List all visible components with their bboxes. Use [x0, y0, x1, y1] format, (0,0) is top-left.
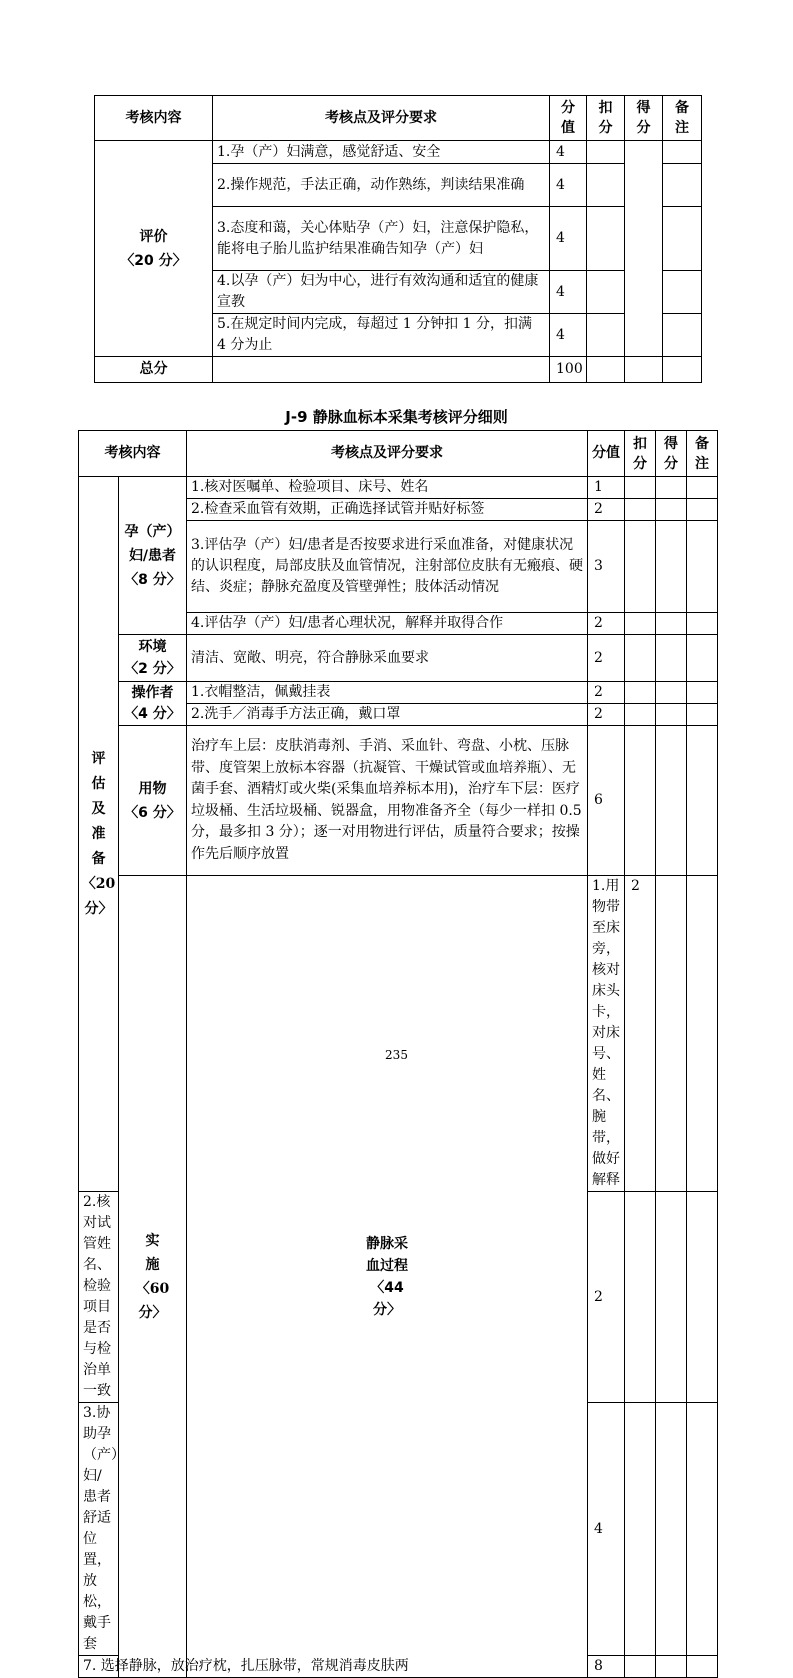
header-deduct: 扣 分: [625, 431, 656, 477]
gain-cell: [656, 613, 687, 635]
criterion-score: 2: [588, 704, 625, 726]
remark-cell: [687, 613, 718, 635]
gain-cell: [656, 499, 687, 521]
criterion-score: 2: [588, 499, 625, 521]
remark-cell: [687, 1656, 718, 1678]
remark-cell: [663, 314, 702, 357]
remark-cell: [687, 499, 718, 521]
header-deduct: 扣 分: [587, 96, 625, 141]
deduct-cell: [587, 271, 625, 314]
total-points: [213, 357, 550, 383]
remark-cell: [687, 521, 718, 613]
criterion-score: 3: [588, 521, 625, 613]
section-assessment-prep: 评 估 及 准 备 〈20 分〉: [79, 477, 119, 1192]
group-blood-sampling: 静脉采 血过程 〈44 分〉: [187, 876, 588, 1678]
deduct-cell: [625, 477, 656, 499]
deduct-cell: [625, 1656, 656, 1678]
header-gain: 得 分: [656, 431, 687, 477]
total-row: [95, 357, 702, 383]
gain-cell: [656, 1403, 687, 1656]
remark-cell: [663, 271, 702, 314]
header-score: 分 值: [550, 96, 587, 141]
table-row: [79, 876, 718, 1192]
deduct-cell: [587, 314, 625, 357]
gain-cell: [625, 141, 663, 357]
deduct-cell: [625, 635, 656, 682]
criterion-text: 7. 选择静脉，放治疗枕，扎压脉带，常规消毒皮肤两: [79, 1656, 119, 1678]
section-implementation: 实 施 〈60 分〉: [119, 876, 187, 1678]
criterion-score: 2: [588, 1192, 625, 1403]
remark-cell: [663, 207, 702, 271]
criterion-score: 4: [550, 314, 587, 357]
gain-cell: [656, 477, 687, 499]
gain-cell: [656, 1192, 687, 1403]
criterion-score: 8: [588, 1656, 625, 1678]
total-label: 总分: [95, 357, 213, 383]
criterion-score: 6: [588, 726, 625, 876]
gain-cell: [656, 635, 687, 682]
remark-cell: [687, 1192, 718, 1403]
table-row: [79, 477, 718, 499]
table-row: [95, 141, 702, 164]
deduct-cell: [625, 1192, 656, 1403]
criterion-score: 2: [588, 613, 625, 635]
header-content: 考核内容: [95, 96, 213, 141]
table-header-row: [95, 96, 702, 141]
criterion-score: 4: [588, 1403, 625, 1656]
deduct-cell: [587, 164, 625, 207]
deduct-cell: [625, 704, 656, 726]
deduct-cell: [625, 682, 656, 704]
gain-cell: [656, 1656, 687, 1678]
deduct-cell: [625, 499, 656, 521]
deduct-cell: [587, 141, 625, 164]
remark-cell: [687, 477, 718, 499]
group-patient: 孕（产） 妇/患者 〈8 分〉: [119, 477, 187, 635]
criterion-text: 清洁、宽敞、明亮，符合静脉采血要求: [187, 635, 588, 682]
remark-cell: [687, 635, 718, 682]
gain-cell: [656, 704, 687, 726]
criterion-text: 2.核对试管姓名、检验项目是否与检治单一致: [79, 1192, 119, 1403]
group-supplies: 用物 〈6 分〉: [119, 726, 187, 876]
deduct-cell: [625, 1403, 656, 1656]
deduct-cell: [587, 357, 625, 383]
table-header-row: [79, 431, 718, 477]
gain-cell: [656, 726, 687, 876]
gain-cell: [687, 876, 718, 1192]
criterion-text: 1.用物带至床旁，核对床头卡，对床号、姓名、腕带，做好解释: [588, 876, 625, 1192]
criterion-score: 2: [588, 635, 625, 682]
header-points: 考核点及评分要求: [187, 431, 588, 477]
criterion-text: 治疗车上层：皮肤消毒剂、手消、采血针、弯盘、小枕、压脉带、度管架上放标本容器（抗凝管、干燥试管或血培养瓶）、无菌手套、酒精灯或火柴(采集血培养标本用)，治疗车下层：医疗垃圾桶、生活垃圾桶、锐器盒，用物准备齐全（每少一样扣 0.5 分，最多扣 3 分）；逐一对用物进行评估，质量符合要求；按操作先后顺序放置: [187, 726, 588, 876]
criterion-text: 3.态度和蔼，关心体贴孕（产）妇，注意保护隐私，能将电子胎儿监护结果准确告知孕（产）妇: [213, 207, 550, 271]
remark-cell: [663, 164, 702, 207]
remark-cell: [687, 704, 718, 726]
deduct-cell: [625, 726, 656, 876]
gain-cell: [625, 357, 663, 383]
criterion-text: 1.核对医嘱单、检验项目、床号、姓名: [187, 477, 588, 499]
criterion-text: 2.操作规范，手法正确，动作熟练，判读结果准确: [213, 164, 550, 207]
remark-cell: [687, 726, 718, 876]
criterion-score: 2: [625, 876, 656, 1192]
remark-cell: [687, 1403, 718, 1656]
criterion-text: 5.在规定时间内完成，每超过 1 分钟扣 1 分，扣满 4 分为止: [213, 314, 550, 357]
criterion-score: 1: [588, 477, 625, 499]
header-remark: 备 注: [687, 431, 718, 477]
header-gain: 得 分: [625, 96, 663, 141]
criterion-score: 4: [550, 164, 587, 207]
deduct-cell: [625, 521, 656, 613]
remark-cell: [663, 357, 702, 383]
header-content: 考核内容: [79, 431, 187, 477]
header-score: 分值: [588, 431, 625, 477]
criterion-text: 4.评估孕（产）妇/患者心理状况，解释并取得合作: [187, 613, 588, 635]
category-evaluation: 评价 〈20 分〉: [95, 141, 213, 357]
table-row: [79, 635, 718, 682]
group-operator: 操作者 〈4 分〉: [119, 682, 187, 726]
criterion-text: 1.孕（产）妇满意，感觉舒适、安全: [213, 141, 550, 164]
header-points: 考核点及评分要求: [213, 96, 550, 141]
deduct-cell: [587, 207, 625, 271]
remark-cell: [663, 141, 702, 164]
criterion-text: 3.评估孕（产）妇/患者是否按要求进行采血准备，对健康状况的认识程度，局部皮肤及血管情况，注射部位皮肤有无瘢痕、硬结、炎症；静脉充盈度及管壁弹性；肢体活动情况: [187, 521, 588, 613]
group-environment: 环境 〈2 分〉: [119, 635, 187, 682]
gain-cell: [656, 521, 687, 613]
criterion-text: 2.检查采血管有效期，正确选择试管并贴好标签: [187, 499, 588, 521]
evaluation-score-table: [94, 95, 702, 383]
page-number: 235: [385, 1048, 408, 1062]
criterion-text: 2.洗手／消毒手方法正确，戴口罩: [187, 704, 588, 726]
remark-cell: [687, 682, 718, 704]
criterion-score: 2: [588, 682, 625, 704]
criterion-text: 1.衣帽整洁，佩戴挂表: [187, 682, 588, 704]
criterion-score: 4: [550, 271, 587, 314]
criterion-score: 4: [550, 141, 587, 164]
deduct-cell: [656, 876, 687, 1192]
gain-cell: [656, 682, 687, 704]
section-title: J-9 静脉血标本采集考核评分细则: [285, 408, 508, 426]
criterion-text: 3.协助孕（产）妇/患者舒适位置，放松，戴手套: [79, 1403, 119, 1656]
criterion-text: 4.以孕（产）妇为中心，进行有效沟通和适宜的健康宣教: [213, 271, 550, 314]
criterion-score: 4: [550, 207, 587, 271]
header-remark: 备 注: [663, 96, 702, 141]
table-row: [79, 682, 718, 704]
table-row: [79, 726, 718, 876]
total-score: 100: [550, 357, 587, 383]
deduct-cell: [625, 613, 656, 635]
